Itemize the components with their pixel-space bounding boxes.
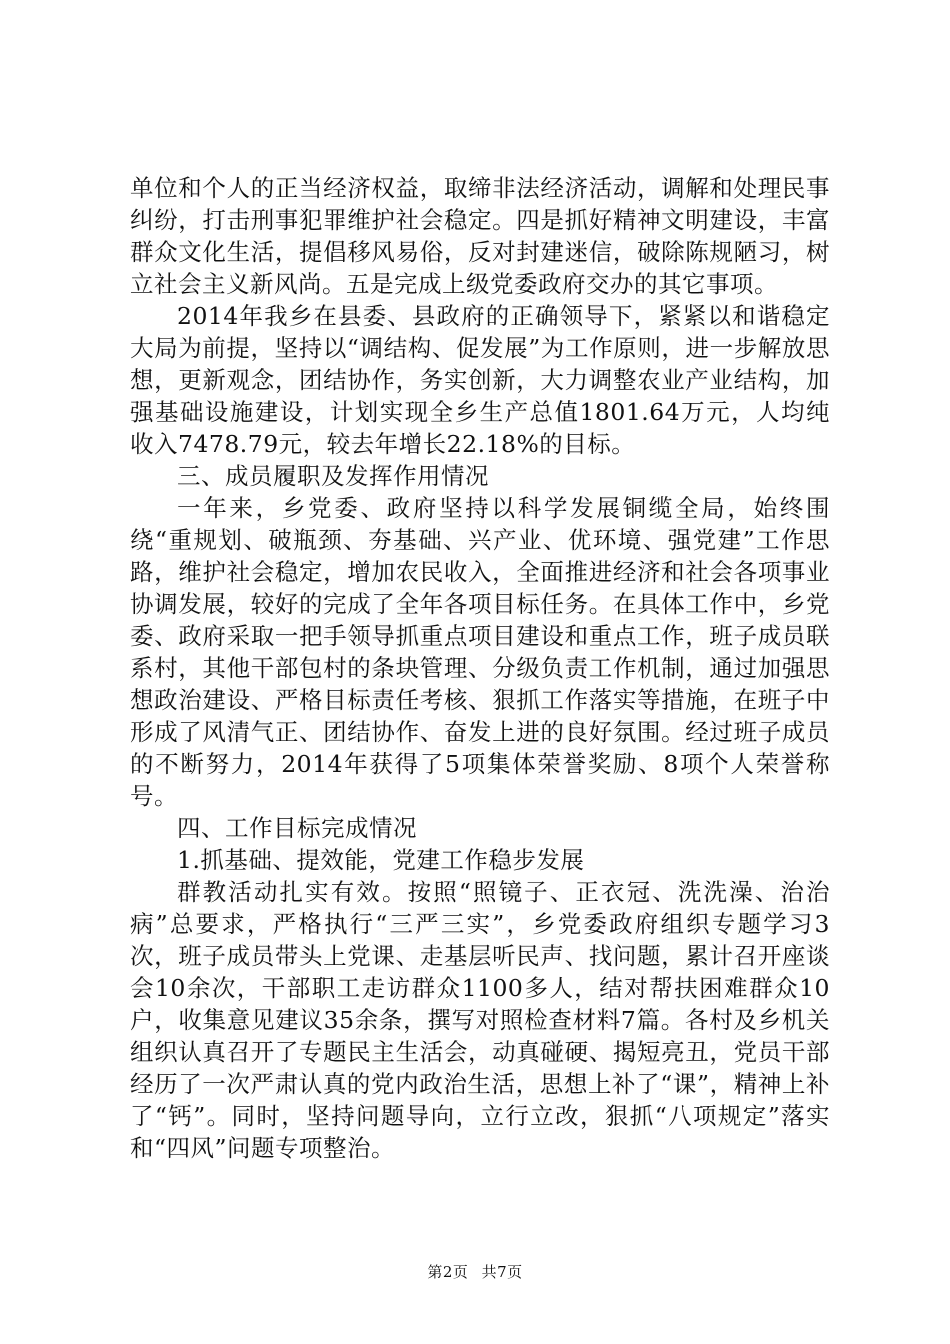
page-total: 共7页: [481, 1263, 523, 1281]
paragraph-education-activity: 群教活动扎实有效。按照“照镜子、正衣冠、洗洗澡、治治病”总要求，严格执行“三严三实”，乡党委政府组织专题学习3次，班子成员带头上党课、走基层听民声、找问题，累计召开座谈会10余次，干部职工走访群众1100多人，结对帮扶困难群众10户，收集意见建议35余条，撰写对照检查材料7篇。各村及乡机关组织认真召开了专题民主生活会，动真碰硬、揭短亮丑，党员干部经历了一次严肃认真的党内政治生活，思想上补了“课”，精神上补了“钙”。同时，坚持问题导向，立行立改，狠抓“八项规定”落实和“四风”问题专项整治。: [130, 878, 830, 1162]
document-body: [130, 172, 830, 1164]
paragraph-2014-plan: 2014年我乡在县委、县政府的正确领导下，紧紧以和谐稳定大局为前提，坚持以“调结构、促发展”为工作原则，进一步解放思想，更新观念，团结协作，务实创新，大力调整农业产业结构，加强基础设施建设，计划实现全乡生产总值1801.64万元，人均纯收入7478.79元，较去年增长22.18%的目标。: [130, 302, 830, 458]
section-heading-4: 四、工作目标完成情况: [177, 814, 417, 842]
paragraph-continuation: 单位和个人的正当经济权益，取缔非法经济活动，调解和处理民事纠纷，打击刑事犯罪维护社会稳定。四是抓好精神文明建设，丰富群众文化生活，提倡移风易俗，反对封建迷信，破除陈规陋习，树立社会主义新风尚。五是完成上级党委政府交办的其它事项。: [130, 174, 830, 298]
page-number: 第2页: [427, 1263, 469, 1281]
subsection-heading-1: 1.抓基础、提效能，党建工作稳步发展: [177, 846, 585, 874]
section-heading-3: 三、成员履职及发挥作用情况: [177, 462, 489, 490]
paragraph-members-performance: 一年来，乡党委、政府坚持以科学发展铜缆全局，始终围绕“重规划、破瓶颈、夯基础、兴产业、优环境、强党建”工作思路，维护社会稳定，增加农民收入，全面推进经济和社会各项事业协调发展，较好的完成了全年各项目标任务。在具体工作中，乡党委、政府采取一把手领导抓重点项目建设和重点工作，班子成员联系村，其他干部包村的条块管理、分级负责工作机制，通过加强思想政治建设、严格目标责任考核、狠抓工作落实等措施，在班子中形成了风清气正、团结协作、奋发上进的良好氛围。经过班子成员的不断努力，2014年获得了5项集体荣誉奖励、8项个人荣誉称号。: [130, 494, 830, 810]
page-footer: [0, 1262, 950, 1282]
